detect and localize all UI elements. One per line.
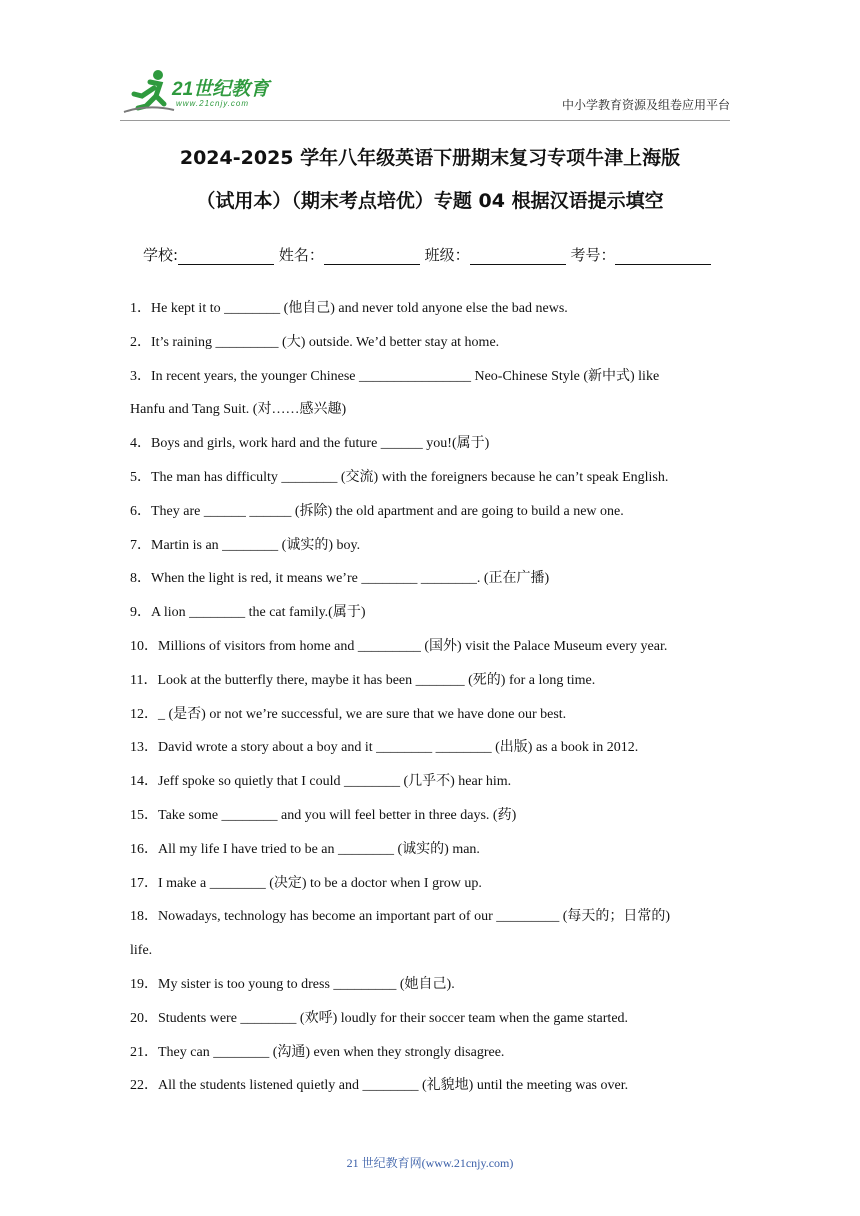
question-item <box>130 698 730 732</box>
question-item <box>130 731 730 765</box>
question-text: Martin is an ________ (诚实的) boy. <box>151 537 361 553</box>
question-number: 9． <box>130 605 151 621</box>
question-text: Millions of visitors from home and _________ (国外) visit the Palace Museum every year. <box>158 638 668 654</box>
question-number: 11． <box>130 672 158 688</box>
question-item <box>130 799 730 833</box>
question-text: David wrote a story about a boy and it ________ ________ (出版) as a book in 2012. <box>158 740 639 756</box>
page-header <box>120 66 740 118</box>
question-item <box>130 427 730 461</box>
question-continuation: life. <box>130 943 153 959</box>
question-number: 4． <box>130 436 151 452</box>
question-item <box>130 765 730 799</box>
question-text: They are ______ ______ (拆除) the old apartment and are going to build a new one. <box>151 503 624 519</box>
question-number: 16． <box>130 841 158 857</box>
number-blank[interactable] <box>615 248 711 265</box>
question-text: Take some ________ and you will feel better in three days. (药) <box>158 807 517 823</box>
question-text: My sister is too young to dress _________ (她自己). <box>158 976 455 992</box>
name-blank[interactable] <box>324 248 420 265</box>
question-number: 17． <box>130 875 158 891</box>
logo <box>120 66 300 114</box>
question-item <box>130 326 730 360</box>
question-item <box>130 461 730 495</box>
question-text: Students were ________ (欢呼) loudly for their soccer team when the game started. <box>158 1010 629 1026</box>
question-number: 8． <box>130 571 151 587</box>
number-label: 考号： <box>570 246 616 264</box>
question-number: 1． <box>130 301 151 316</box>
question-number: 5． <box>130 469 151 485</box>
question-text: Look at the butterfly there, maybe it has been _______ (死的) for a long time. <box>157 672 596 688</box>
runner-icon <box>120 66 176 114</box>
question-item <box>130 1002 730 1036</box>
question-item <box>130 292 730 326</box>
question-text: Boys and girls, work hard and the future ______ you!(属于) <box>151 436 490 452</box>
question-item <box>130 562 730 596</box>
page-title-line2: （试用本）（期末考点培优）专题 04 根据汉语提示填空 <box>196 190 664 212</box>
question-item <box>130 833 730 867</box>
question-number: 7． <box>130 537 151 553</box>
question-item <box>130 360 730 394</box>
class-blank[interactable] <box>470 248 566 265</box>
question-continuation: Hanfu and Tang Suit. (对……感兴趣) <box>130 402 347 418</box>
question-item <box>130 630 730 664</box>
question-number: 21． <box>130 1044 158 1060</box>
question-number: 10． <box>130 638 158 654</box>
question-number: 2． <box>130 334 151 350</box>
school-label: 学校: <box>143 246 179 264</box>
question-item <box>130 1069 730 1103</box>
header-divider <box>120 120 730 121</box>
question-text: The man has difficulty ________ (交流) with the foreigners because he can’t speak English. <box>151 469 669 485</box>
question-text: He kept it to ________ (他自己) and never told anyone else the bad news. <box>151 301 568 316</box>
question-text: A lion ________ the cat family.(属于) <box>151 605 366 621</box>
name-label: 姓名： <box>278 246 324 264</box>
question-text: All the students listened quietly and ________ (礼貌地) until the meeting was over. <box>158 1078 629 1094</box>
question-text: In recent years, the younger Chinese ________________ Neo-Chinese Style (新中式) like <box>151 368 660 384</box>
question-item <box>130 968 730 1002</box>
footer-link[interactable]: 21 世纪教育网(www.21cnjy.com) <box>346 1156 514 1170</box>
question-text: When the light is red, it means we’re ________ ________. (正在广播) <box>151 571 550 587</box>
question-number: 20． <box>130 1010 158 1026</box>
question-number: 22． <box>130 1078 158 1094</box>
platform-label: 中小学教育资源及组卷应用平台 <box>561 98 730 112</box>
question-text: I make a ________ (决定) to be a doctor when I grow up. <box>158 875 482 891</box>
question-text: All my life I have tried to be an ________ (诚实的) man. <box>158 841 480 857</box>
question-text: Jeff spoke so quietly that I could ________ (几乎不) hear him. <box>158 774 512 790</box>
question-item <box>130 596 730 630</box>
question-item <box>130 495 730 529</box>
question-number: 18． <box>130 909 158 925</box>
student-info-row <box>143 244 711 265</box>
question-item <box>130 529 730 563</box>
question-list <box>130 292 730 1103</box>
class-label: 班级： <box>424 246 470 264</box>
logo-url: www.21cnjy.com <box>176 99 249 108</box>
question-number: 12． <box>130 706 158 722</box>
page-title-line1: 2024-2025 学年八年级英语下册期末复习专项牛津上海版 <box>179 147 681 169</box>
question-number: 6． <box>130 503 151 519</box>
logo-text: 21世纪教育 <box>172 79 270 100</box>
school-blank[interactable] <box>178 248 274 265</box>
question-number: 15． <box>130 807 158 823</box>
question-text: It’s raining _________ (大) outside. We’d better stay at home. <box>151 334 500 350</box>
question-item <box>130 1036 730 1070</box>
question-number: 19． <box>130 976 158 992</box>
question-number: 14． <box>130 774 158 790</box>
question-text: _ (是否) or not we’re successful, we are sure that we have done our best. <box>158 706 567 722</box>
question-number: 13． <box>130 740 158 756</box>
question-item <box>130 900 730 934</box>
question-item <box>130 664 730 698</box>
question-item <box>130 867 730 901</box>
question-number: 3． <box>130 368 151 384</box>
question-text: Nowadays, technology has become an important part of our _________ (每天的；日常的) <box>158 909 671 925</box>
question-text: They can ________ (沟通) even when they strongly disagree. <box>158 1044 505 1060</box>
